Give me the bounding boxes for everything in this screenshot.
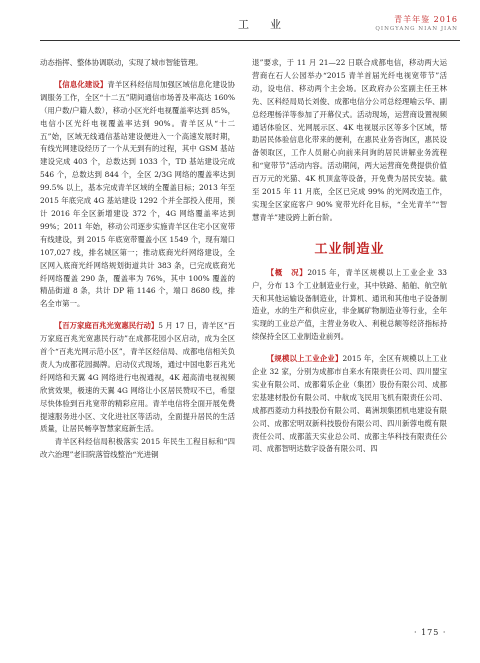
paragraph-large-enterprises: 【规模以上工业企业】2015 年，全区有规模以上工业企业 32 家，分别为成都市自来水有限责任公司、四川盟宝实业有限公司、成都菊乐企业（集团）股份有限公司、成都宏基建材股份有限公司、中航成飞民用飞机有限责任公司、成都西菱动力科技股份有限公司、葛洲坝集团机电建设有限公司、成都宏明双新科技股份有限公司、四川新蓉电缆有限责任公司、成都蓝天实业总公司、成都主华科技有限责任公司、成都智明达数字设备有限公司、四: [252, 354, 447, 454]
running-header: [40, 0, 460, 52]
paragraph-livelihood: 青羊区科经信局积极落实 2015 年民生工程目标和“四改六治理”老旧院落管线整治“光进铜: [40, 437, 235, 460]
entry-tag-large-enterprises: 【规模以上工业企业】: [266, 354, 343, 364]
header-rule: [40, 40, 460, 41]
page-number: · 175 ·: [414, 628, 447, 637]
entry-tag-overview: 【概 况】: [266, 267, 308, 277]
header-yearbook-name: 青羊年鉴 2016: [394, 15, 458, 24]
section-heading: 工业制造业: [314, 241, 385, 257]
right-column: [252, 57, 447, 456]
paragraph-informatization: 【信息化建设】青羊区科经信局加强区域信息化建设协调服务工作，全区“十二五”期间通信市场普及率高达 160%（用户数/户籍人数），移动小区光纤电视覆盖率达到 85%，电信小区光纤电视覆盖率达到 90%。青羊区从“十二五”始，区域无线通信基站建设便进入一个高速发展时期，有线光网建设经历了一个从无到有的过程，其中 GSM 基站建设完成 403 个，总数达到 1033 个，TD 基站建设完成 546 个，总数达到 844 个，全区 2/3G 网络的覆盖率达到 99.5% 以上，基本完成青羊区域的全覆盖目标；2013 年至 2015 年底完成 4G 基站建设 1292 个并全部投入使用，预计 2016 年全区新增建设 372 个，4G 网络覆盖率达到 99%；2011 年始，移动公司逐步实施青羊区住宅小区宽带有线建设，到 2015 年底宽带覆盖小区 1549 个，现有端口 107,027 线，排名城区第一；推动底商光纤网络建设，全区网入底商光纤网络规划街道共计 383 条，已完成底商光纤网络覆盖 290 条，覆盖率为 76%，其中 100% 覆盖的精品街道 8 条，共计 DP 箱 1146 个，端口 8680 线，排名全市第一。: [40, 79, 235, 309]
header-pinyin: QINGYANG NIAN JIAN: [375, 26, 458, 32]
paragraph-overview: 【概 况】2015 年，青羊区规模以上工业企业 33 户，分布 13 个工业制造业行业，其中铁路、船舶、航空航天和其他运输设备制造业，计算机、通讯和其他电子设备制造业，水的生产和供应业，非金属矿物制造业等行业，全年实现的工业总产值，主营业务收入、利税总额等经济指标持续保持全区工业制造业前列。: [252, 267, 447, 342]
paragraph-continuation-right: 退”要求，于 11 月 21—22 日联合成都电信，移动两大运营商在石人公园举办“2015 青羊首届光纤电视宽带节”活动，设电信、移动两个主会场。区政府办公室副主任王林先、区科经局局长刘俊、成都电信分公司总经理喻云华、副总经理杨洋等参加了开幕仪式。活动现场，运营商设置视频通话体验区、光网展示区、4K 电视展示区等多个区域，帮助居民体验信息化带来的便利，在惠民业务咨询区，惠民设备领取区，工作人员耐心向前来问询的居民讲解业务流程和“宽带节”活动内容。活动期间，两大运营商免费提供价值百万元的光猫、4K 机顶盒等设备，开免费为居民安装。截至 2015 年 11 月底，全区已完成 99% 的光网改造工作，实现全区家庭客户 90% 宽带光纤化目标，“全光青羊”“智慧青羊”建设跨上新台阶。: [252, 58, 447, 222]
entry-tag-informatization: 【信息化建设】: [54, 79, 108, 89]
paragraph-continuation: 动态指挥、整体协调联动，实现了城市智能管理。: [40, 58, 203, 67]
entry-tag-broadband-action: 【百万家庭百兆光宽惠民行动】: [54, 321, 159, 331]
header-section-title: 工 业: [238, 18, 286, 31]
left-column: [40, 57, 235, 462]
paragraph-broadband-action: 【百万家庭百兆光宽惠民行动】5 月 17 日，青羊区“百万家庭百兆光宽惠民行动”在成都花园小区启动，成为全区首个“百兆光网示范小区”，青羊区经信局、成都电信相关负责人为成都花园揭牌。启动仪式现场，通过中国电影百兆光纤网络和天翼 4G 网络进行电视通视，4K 超高清电视视频欣赏效果，极速的天翼 4G 网络让小区居民赞叹不已，希望尽快体验到百兆宽带的精彩应用。青羊电信将全面开展免费提速服务进小区、文化进社区等活动，全面提升居民的生活质量，让居民畅享智慧家庭新生活。: [40, 321, 235, 434]
